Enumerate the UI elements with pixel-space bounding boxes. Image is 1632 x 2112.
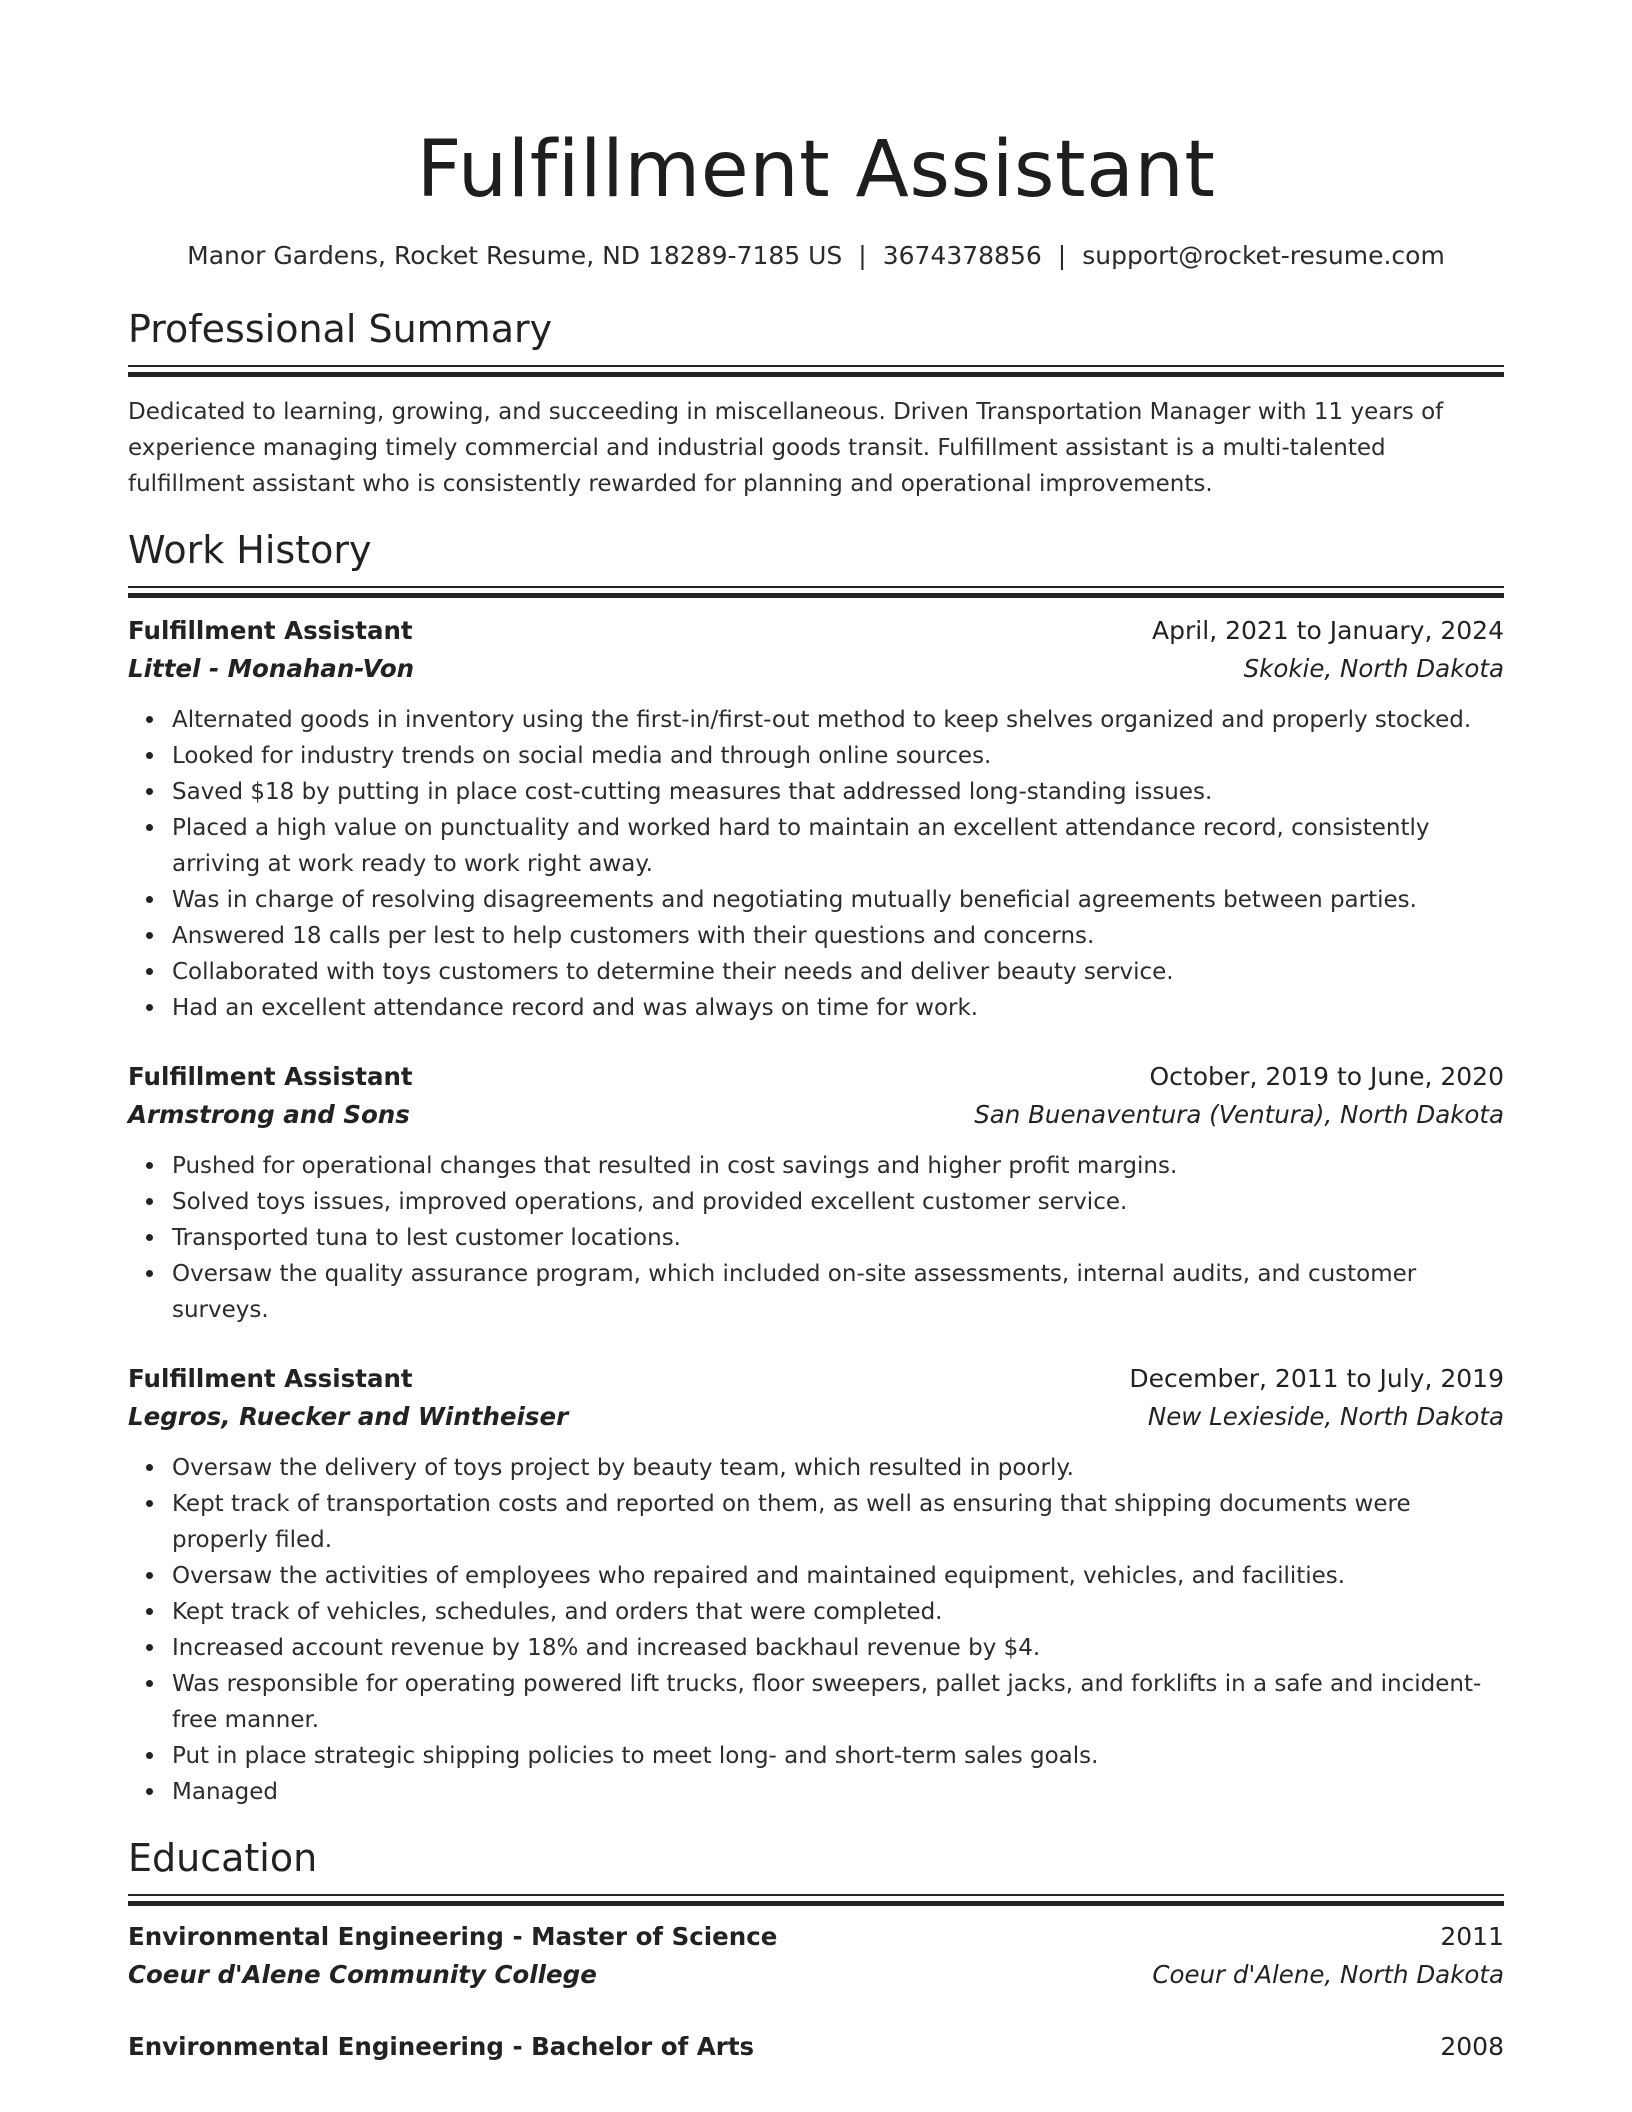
- school-location: Coeur d'Alene, North Dakota: [1152, 1960, 1504, 1989]
- summary-heading: Professional Summary: [128, 307, 553, 351]
- list-item: Transported tuna to lest customer locations.: [172, 1220, 1504, 1256]
- education-section: [128, 1834, 1504, 2066]
- contact-separator: |: [858, 241, 867, 270]
- section-divider: [128, 586, 1504, 598]
- education-entry: [128, 2028, 1504, 2066]
- work-history-heading: Work History: [128, 528, 372, 572]
- list-item: Increased account revenue by 18% and increased backhaul revenue by $4.: [172, 1630, 1504, 1666]
- list-item: Managed: [172, 1774, 1504, 1810]
- list-item: Put in place strategic shipping policies to meet long- and short-term sales goals.: [172, 1738, 1504, 1774]
- job-title: Fulfillment Assistant: [128, 1364, 413, 1393]
- section-divider: [128, 1894, 1504, 1906]
- contact-separator: |: [1057, 241, 1067, 270]
- company-name: Legros, Ruecker and Wintheiser: [128, 1402, 569, 1431]
- job-entry: [128, 1360, 1504, 1810]
- list-item: Oversaw the activities of employees who repaired and maintained equipment, vehicles, and facilities.: [172, 1558, 1504, 1594]
- job-bullets: [172, 702, 1504, 1026]
- contact-line: [128, 240, 1504, 272]
- resume-page: [128, 0, 1504, 2066]
- summary-section: [128, 305, 1504, 502]
- list-item: Oversaw the quality assurance program, which included on-site assessments, internal audits, and customer surveys.: [172, 1256, 1504, 1328]
- list-item: Kept track of vehicles, schedules, and orders that were completed.: [172, 1594, 1504, 1630]
- job-bullets: [172, 1450, 1504, 1810]
- contact-email: support@rocket-resume.com: [1082, 241, 1445, 270]
- contact-phone: 3674378856: [882, 241, 1042, 270]
- graduation-year: 2011: [1440, 1922, 1504, 1951]
- list-item: Saved $18 by putting in place cost-cutting measures that addressed long-standing issues.: [172, 774, 1504, 810]
- job-bullets: [172, 1148, 1504, 1328]
- graduation-year: 2008: [1440, 2032, 1504, 2061]
- job-location: San Buenaventura (Ventura), North Dakota: [974, 1100, 1504, 1129]
- education-entry: [128, 1918, 1504, 1994]
- job-entry: [128, 1058, 1504, 1328]
- section-divider: [128, 365, 1504, 377]
- list-item: Kept track of transportation costs and reported on them, as well as ensuring that shipping documents were properly filed.: [172, 1486, 1504, 1558]
- summary-text: Dedicated to learning, growing, and succeeding in miscellaneous. Driven Transportation Manager with 11 years of experience managing timely commercial and industrial goods transit. Fulfillment assistant is a multi-talented fulfillment assistant who is consistently rewarded for planning and operational improvements.: [128, 399, 1444, 497]
- job-title: Fulfillment Assistant: [128, 616, 413, 645]
- job-dates: April, 2021 to January, 2024: [1152, 616, 1504, 645]
- list-item: Collaborated with toys customers to determine their needs and deliver beauty service.: [172, 954, 1504, 990]
- degree: Environmental Engineering - Bachelor of Arts: [128, 2032, 755, 2061]
- degree: Environmental Engineering - Master of Science: [128, 1922, 778, 1951]
- list-item: Was in charge of resolving disagreements and negotiating mutually beneficial agreements between parties.: [172, 882, 1504, 918]
- contact-address: Manor Gardens, Rocket Resume, ND 18289-7185 US: [187, 241, 843, 270]
- list-item: Was responsible for operating powered lift trucks, floor sweepers, pallet jacks, and forklifts in a safe and incident-free manner.: [172, 1666, 1504, 1738]
- list-item: Solved toys issues, improved operations, and provided excellent customer service.: [172, 1184, 1504, 1220]
- job-title: Fulfillment Assistant: [128, 1062, 413, 1091]
- job-location: Skokie, North Dakota: [1243, 654, 1504, 683]
- list-item: Looked for industry trends on social media and through online sources.: [172, 738, 1504, 774]
- job-entry: [128, 612, 1504, 1026]
- list-item: Answered 18 calls per lest to help customers with their questions and concerns.: [172, 918, 1504, 954]
- list-item: Had an excellent attendance record and was always on time for work.: [172, 990, 1504, 1026]
- job-dates: October, 2019 to June, 2020: [1149, 1062, 1504, 1091]
- list-item: Placed a high value on punctuality and worked hard to maintain an excellent attendance record, consistently arriving at work ready to work right away.: [172, 810, 1504, 882]
- list-item: Oversaw the delivery of toys project by beauty team, which resulted in poorly.: [172, 1450, 1504, 1486]
- list-item: Alternated goods in inventory using the first-in/first-out method to keep shelves organized and properly stocked.: [172, 702, 1504, 738]
- school-name: Coeur d'Alene Community College: [128, 1960, 597, 1989]
- list-item: Pushed for operational changes that resulted in cost savings and higher profit margins.: [172, 1148, 1504, 1184]
- company-name: Littel - Monahan-Von: [128, 654, 415, 683]
- job-location: New Lexieside, North Dakota: [1147, 1402, 1504, 1431]
- resume-name: Fulfillment Assistant: [416, 125, 1216, 215]
- job-dates: December, 2011 to July, 2019: [1129, 1364, 1504, 1393]
- company-name: Armstrong and Sons: [128, 1100, 410, 1129]
- education-heading: Education: [128, 1836, 318, 1880]
- work-history-section: [128, 526, 1504, 1810]
